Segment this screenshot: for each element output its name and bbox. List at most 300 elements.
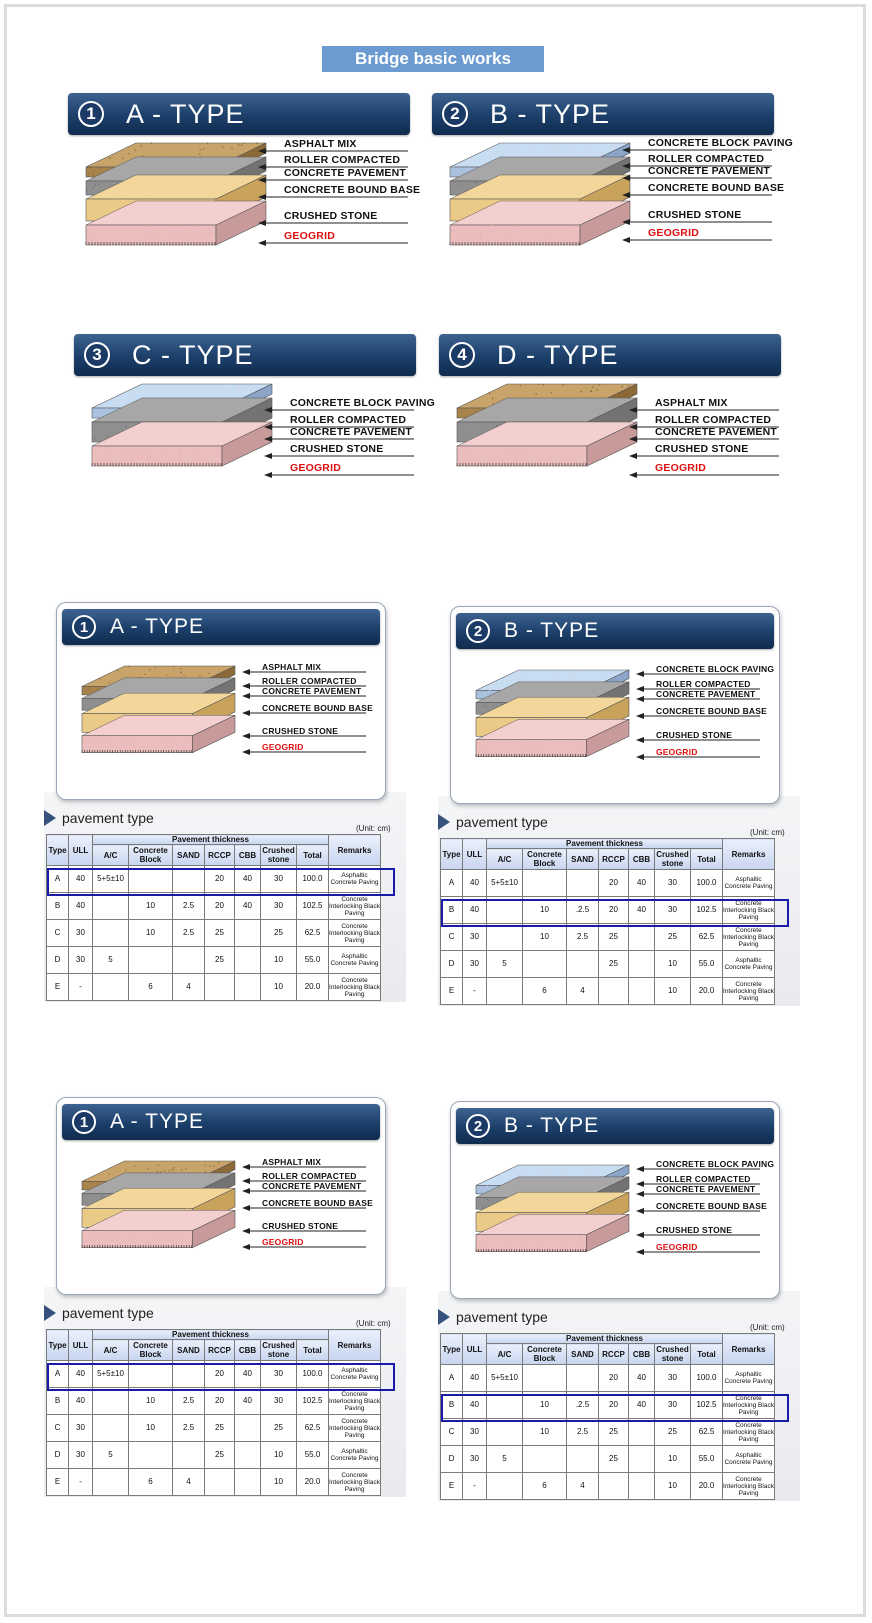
cell-sand: 2.5 <box>567 1419 599 1446</box>
layer-label-geogrid: GEOGRID <box>648 227 699 239</box>
type-banner-b <box>456 613 774 649</box>
table-row <box>441 1365 775 1392</box>
cell-ac <box>93 1469 129 1496</box>
column-header-remarks: Remarks <box>723 839 775 870</box>
cell-cbb: 40 <box>235 1388 261 1415</box>
column-header-ull: ULL <box>463 1334 487 1365</box>
cell-cbb <box>235 1415 261 1442</box>
layer-label-concrete-pavement: CONCRETE PAVEMENT <box>262 1181 362 1191</box>
leader-line <box>636 1207 762 1215</box>
cell-crushed: 30 <box>655 1392 691 1419</box>
cell-sand: 4 <box>173 1469 205 1496</box>
cell-total: 20.0 <box>297 1469 329 1496</box>
cell-sand: 4 <box>567 978 599 1005</box>
column-header-type: Type <box>441 1334 463 1365</box>
leader-line <box>636 1165 762 1173</box>
pavement-type-heading <box>438 814 548 830</box>
layer-stack-illustration-a <box>86 143 272 255</box>
cell-total: 20.0 <box>297 974 329 1001</box>
cell-crushed: 25 <box>261 920 297 947</box>
cell-sand <box>567 951 599 978</box>
cell-ull: 40 <box>463 870 487 897</box>
leader-line <box>636 753 762 761</box>
layer-label-concrete-bound-base: CONCRETE BOUND BASE <box>262 1198 374 1208</box>
layer-front-face <box>457 446 587 466</box>
cell-remarks: Asphaltic Concrete Paving <box>329 1361 381 1388</box>
type-title: A - TYPE <box>126 98 245 129</box>
cell-type: C <box>47 1415 69 1442</box>
cell-cblock <box>523 1365 567 1392</box>
cell-type: C <box>441 1419 463 1446</box>
layer-front-face <box>82 736 193 753</box>
layer-label-roller-compacted: ROLLER COMPACTED <box>656 1174 751 1184</box>
layer-label-crushed-stone: CRUSHED STONE <box>290 443 384 455</box>
cell-rccp: 20 <box>599 897 629 924</box>
layer-label-asphalt-mix: ASPHALT MIX <box>284 138 357 150</box>
cell-rccp: 20 <box>599 1392 629 1419</box>
cell-ac: 5 <box>93 1442 129 1469</box>
cell-ull: - <box>463 1473 487 1500</box>
arrow-right-icon <box>438 814 450 830</box>
cell-cbb <box>629 1446 655 1473</box>
cell-sand: .2.5 <box>567 1392 599 1419</box>
cell-cbb <box>235 947 261 974</box>
column-header-sand: SAND <box>567 1344 599 1365</box>
layer-label-crushed-stone: CRUSHED STONE <box>655 443 749 455</box>
cell-rccp: 20 <box>599 1365 629 1392</box>
cell-remarks: Concrete Interlocking Black Paving <box>329 1469 381 1496</box>
column-header-cbb: CBB <box>235 845 261 866</box>
cell-remarks: Concrete Interlocking Black Paving <box>329 974 381 1001</box>
cell-ac: 5+5±10 <box>487 1365 523 1392</box>
cell-cbb <box>629 924 655 951</box>
cell-sand <box>567 1446 599 1473</box>
layer-front-face <box>450 225 580 245</box>
type-banner-a <box>68 93 410 135</box>
cell-cbb <box>629 978 655 1005</box>
layer-label-geogrid: GEOGRID <box>262 1237 304 1247</box>
cell-cblock <box>523 870 567 897</box>
layer-label-roller-compacted: ROLLER COMPACTED <box>648 153 765 165</box>
cell-sand: 2.5 <box>173 1388 205 1415</box>
cell-sand: 2.5 <box>173 1415 205 1442</box>
highlight-row-box <box>441 899 789 927</box>
layer-front-face <box>92 446 222 466</box>
cell-sand: 2.5 <box>567 924 599 951</box>
cell-cblock: 10 <box>523 924 567 951</box>
leader-line <box>242 668 368 676</box>
cell-cblock <box>523 951 567 978</box>
cell-cblock: 10 <box>523 1392 567 1419</box>
cell-total: 20.0 <box>691 1473 723 1500</box>
layer-label-concrete-pavement: CONCRETE PAVEMENT <box>656 689 756 699</box>
cell-rccp <box>205 974 235 1001</box>
layer-label-geogrid: GEOGRID <box>655 462 706 474</box>
cell-ull: 30 <box>69 1415 93 1442</box>
column-header-rccp: RCCP <box>599 1344 629 1365</box>
table-row <box>47 974 381 1001</box>
cell-type: B <box>441 1392 463 1419</box>
cell-ull: 30 <box>69 920 93 947</box>
type-title: B - TYPE <box>490 98 611 129</box>
type-title: A - TYPE <box>110 615 204 638</box>
layer-label-asphalt-mix: ASPHALT MIX <box>262 662 322 672</box>
cell-crushed: 10 <box>655 978 691 1005</box>
unit-label: (Unit: cm) <box>356 1319 391 1328</box>
leader-line <box>242 1227 368 1235</box>
column-header-cbb: CBB <box>629 1344 655 1365</box>
layer-label-concrete-block-paving: CONCRETE BLOCK PAVING <box>648 137 793 149</box>
leader-line <box>636 1231 762 1239</box>
layer-front-face <box>476 1235 587 1252</box>
cell-ull: 30 <box>69 947 93 974</box>
cell-type: D <box>47 947 69 974</box>
leader-line <box>258 239 410 247</box>
cell-ac: 5+5±10 <box>93 1361 129 1388</box>
cell-remarks: Concrete Interlocking Black Paving <box>723 897 775 924</box>
leader-line <box>636 1248 762 1256</box>
leader-line <box>242 748 368 756</box>
cell-cbb <box>235 1442 261 1469</box>
column-header-ull: ULL <box>69 1330 93 1361</box>
cell-cblock: 10 <box>129 920 173 947</box>
layer-label-concrete-bound-base: CONCRETE BOUND BASE <box>284 184 421 196</box>
cell-rccp: 20 <box>205 893 235 920</box>
cell-type: C <box>47 920 69 947</box>
cell-cbb <box>629 1419 655 1446</box>
layer-label-concrete-block-paving: CONCRETE BLOCK PAVING <box>656 664 775 674</box>
cell-cbb <box>629 951 655 978</box>
column-group-pavement-thickness: Pavement thickness <box>93 1330 329 1340</box>
cell-crushed: 25 <box>655 1419 691 1446</box>
cell-crushed: 30 <box>655 870 691 897</box>
cell-remarks: Asphaltic Concrete Paving <box>329 866 381 893</box>
cell-sand <box>567 870 599 897</box>
cell-crushed: 30 <box>655 1365 691 1392</box>
cell-remarks: Concrete Interlocking Black Paving <box>723 1473 775 1500</box>
cell-ac: 5 <box>93 947 129 974</box>
layer-label-roller-compacted: ROLLER COMPACTED <box>655 414 772 426</box>
column-header-cblock: Concrete Block <box>129 1340 173 1361</box>
cell-total: 102.5 <box>691 1392 723 1419</box>
cell-ac: 5+5±10 <box>93 866 129 893</box>
cell-cbb: 40 <box>235 1361 261 1388</box>
layer-stack-illustration-b <box>476 670 635 766</box>
cell-cbb <box>235 1469 261 1496</box>
cell-sand <box>173 947 205 974</box>
leader-line <box>629 452 781 460</box>
table-row <box>441 951 775 978</box>
table-row <box>441 870 775 897</box>
table-row <box>47 1469 381 1496</box>
cell-ull: 30 <box>463 1446 487 1473</box>
column-header-sand: SAND <box>173 845 205 866</box>
layer-label-concrete-bound-base: CONCRETE BOUND BASE <box>648 182 785 194</box>
column-header-remarks: Remarks <box>723 1334 775 1365</box>
cell-cblock <box>129 947 173 974</box>
leader-line <box>258 193 410 201</box>
cell-total: 102.5 <box>297 893 329 920</box>
column-header-rccp: RCCP <box>205 1340 235 1361</box>
cell-type: E <box>47 1469 69 1496</box>
leader-line <box>242 1163 368 1171</box>
layer-label-geogrid: GEOGRID <box>656 1242 698 1252</box>
cell-rccp <box>599 978 629 1005</box>
column-header-crushed: Crushed stone <box>656 1345 689 1363</box>
arrow-right-icon <box>44 1305 56 1321</box>
layer-stack-illustration-b <box>476 1165 635 1261</box>
table-row <box>441 1419 775 1446</box>
cell-ac <box>93 893 129 920</box>
cell-total: 62.5 <box>691 1419 723 1446</box>
layer-label-crushed-stone: CRUSHED STONE <box>262 1221 339 1231</box>
cell-crushed: 30 <box>261 1388 297 1415</box>
leader-line <box>622 191 774 199</box>
column-header-ac: A/C <box>93 845 129 866</box>
layer-label-concrete-pavement: CONCRETE PAVEMENT <box>284 167 407 179</box>
cell-type: A <box>441 870 463 897</box>
cell-ull: 30 <box>69 1442 93 1469</box>
leader-line <box>636 670 762 678</box>
cell-cblock: 10 <box>523 1419 567 1446</box>
cell-total: 62.5 <box>691 924 723 951</box>
cell-sand: 4 <box>173 974 205 1001</box>
cell-ac: 5+5±10 <box>487 870 523 897</box>
cell-cbb: 40 <box>235 866 261 893</box>
cell-total: 55.0 <box>297 947 329 974</box>
layer-label-concrete-pavement: CONCRETE PAVEMENT <box>656 1184 756 1194</box>
layer-label-concrete-pavement: CONCRETE PAVEMENT <box>655 426 778 438</box>
unit-label: (Unit: cm) <box>750 1323 785 1332</box>
column-header-total: Total <box>691 849 723 870</box>
type-banner-a <box>62 1104 380 1140</box>
leader-line <box>242 1243 368 1251</box>
layer-front-face <box>82 1231 193 1248</box>
cell-ac <box>93 920 129 947</box>
cell-remarks: Concrete Interlocking Black Paving <box>329 1388 381 1415</box>
type-banner-b <box>432 93 774 135</box>
arrow-right-icon <box>438 1309 450 1325</box>
cell-ull: 40 <box>69 1361 93 1388</box>
pavement-type-label: pavement type <box>456 814 548 830</box>
cell-ull: 40 <box>463 1365 487 1392</box>
layer-label-concrete-block-paving: CONCRETE BLOCK PAVING <box>290 397 435 409</box>
cell-rccp: 20 <box>205 866 235 893</box>
cell-crushed: 10 <box>261 1469 297 1496</box>
table-row <box>441 1473 775 1500</box>
cell-sand: 4 <box>567 1473 599 1500</box>
column-header-ac: A/C <box>93 1340 129 1361</box>
column-header-sand: SAND <box>173 1340 205 1361</box>
type-banner-a <box>62 609 380 645</box>
column-header-cblock: Concrete Block <box>129 845 173 866</box>
column-group-pavement-thickness: Pavement thickness <box>487 1334 723 1344</box>
column-header-total: Total <box>297 1340 329 1361</box>
cell-remarks: Asphaltic Concrete Paving <box>723 951 775 978</box>
cell-type: C <box>441 924 463 951</box>
cell-remarks: Concrete Interlocking Black Paving <box>329 920 381 947</box>
column-header-crushed: Crushed stone <box>262 846 295 864</box>
cell-total: 55.0 <box>297 1442 329 1469</box>
cell-crushed: 25 <box>261 1415 297 1442</box>
cell-remarks: Asphaltic Concrete Paving <box>723 870 775 897</box>
layer-label-roller-compacted: ROLLER COMPACTED <box>262 1171 357 1181</box>
cell-cblock: 6 <box>523 1473 567 1500</box>
cell-cblock: 6 <box>523 978 567 1005</box>
cell-cbb: 40 <box>629 870 655 897</box>
cell-type: B <box>47 893 69 920</box>
leader-line <box>264 471 416 479</box>
unit-label: (Unit: cm) <box>750 828 785 837</box>
cell-rccp: 20 <box>599 870 629 897</box>
cell-total: 100.0 <box>297 866 329 893</box>
table-row <box>47 947 381 974</box>
column-group-pavement-thickness: Pavement thickness <box>93 835 329 845</box>
cell-cblock <box>129 1442 173 1469</box>
layer-label-geogrid: GEOGRID <box>656 747 698 757</box>
type-number-icon: 2 <box>466 1114 490 1138</box>
cell-ac <box>487 1473 523 1500</box>
pavement-type-label: pavement type <box>456 1309 548 1325</box>
layer-label-roller-compacted: ROLLER COMPACTED <box>656 679 751 689</box>
cell-total: 102.5 <box>691 897 723 924</box>
cell-ull: 30 <box>463 924 487 951</box>
layer-label-concrete-block-paving: CONCRETE BLOCK PAVING <box>656 1159 775 1169</box>
cell-rccp: 25 <box>599 1419 629 1446</box>
column-header-rccp: RCCP <box>599 849 629 870</box>
type-title: D - TYPE <box>497 339 619 370</box>
pavement-type-heading <box>44 810 154 826</box>
type-number-icon: 4 <box>449 342 475 368</box>
cell-remarks: Concrete Interlocking Black Paving <box>329 893 381 920</box>
cell-rccp: 25 <box>599 924 629 951</box>
arrow-right-icon <box>44 810 56 826</box>
cell-remarks: Asphaltic Concrete Paving <box>723 1446 775 1473</box>
cell-type: A <box>47 1361 69 1388</box>
layer-stack-illustration-c <box>92 384 278 476</box>
cell-cblock: 10 <box>129 893 173 920</box>
cell-cbb: 40 <box>629 1392 655 1419</box>
cell-remarks: Concrete Interlocking Black Paving <box>723 1392 775 1419</box>
cell-type: E <box>47 974 69 1001</box>
cell-total: 55.0 <box>691 951 723 978</box>
type-title: A - TYPE <box>110 1110 204 1133</box>
layer-label-crushed-stone: CRUSHED STONE <box>284 210 378 222</box>
column-header-ac: A/C <box>487 1344 523 1365</box>
layer-label-crushed-stone: CRUSHED STONE <box>656 1225 733 1235</box>
column-header-cblock: Concrete Block <box>523 1344 567 1365</box>
leader-line <box>622 218 774 226</box>
cell-sand <box>173 1442 205 1469</box>
cell-ac: 5 <box>487 951 523 978</box>
cell-type: D <box>47 1442 69 1469</box>
cell-rccp: 25 <box>205 1442 235 1469</box>
cell-ac <box>93 1388 129 1415</box>
cell-cblock: 6 <box>129 974 173 1001</box>
cell-cblock: 10 <box>129 1415 173 1442</box>
cell-total: 20.0 <box>691 978 723 1005</box>
layer-stack-illustration-b <box>450 143 636 255</box>
column-header-ac: A/C <box>487 849 523 870</box>
cell-crushed: 30 <box>261 1361 297 1388</box>
table-row <box>441 924 775 951</box>
cell-ac <box>487 978 523 1005</box>
cell-rccp: 25 <box>205 947 235 974</box>
cell-ull: 30 <box>463 1419 487 1446</box>
column-header-ull: ULL <box>463 839 487 870</box>
leader-line <box>622 174 774 182</box>
layer-stack-illustration-d <box>457 384 643 476</box>
layer-label-crushed-stone: CRUSHED STONE <box>648 209 742 221</box>
leader-line <box>242 732 368 740</box>
cell-ull: 40 <box>69 1388 93 1415</box>
type-banner-d <box>439 334 781 376</box>
layer-label-roller-compacted: ROLLER COMPACTED <box>262 676 357 686</box>
cell-type: B <box>47 1388 69 1415</box>
layer-label-geogrid: GEOGRID <box>284 230 335 242</box>
cell-ac: 5 <box>487 1446 523 1473</box>
page-title: Bridge basic works <box>322 46 544 72</box>
column-header-rccp: RCCP <box>205 845 235 866</box>
cell-total: 102.5 <box>297 1388 329 1415</box>
cell-total: 100.0 <box>691 1365 723 1392</box>
cell-rccp: 25 <box>205 1415 235 1442</box>
cell-ac <box>487 1419 523 1446</box>
cell-ull: - <box>463 978 487 1005</box>
cell-rccp: 25 <box>599 1446 629 1473</box>
cell-crushed: 25 <box>655 924 691 951</box>
leader-line <box>629 435 781 443</box>
type-title: C - TYPE <box>132 339 254 370</box>
column-header-crushed: Crushed stone <box>656 850 689 868</box>
column-header-total: Total <box>691 1344 723 1365</box>
leader-line <box>242 692 368 700</box>
type-number-icon: 3 <box>84 342 110 368</box>
leader-line <box>636 736 762 744</box>
layer-label-concrete-pavement: CONCRETE PAVEMENT <box>262 686 362 696</box>
column-header-sand: SAND <box>567 849 599 870</box>
pavement-thickness-table <box>46 1329 381 1496</box>
layer-label-geogrid: GEOGRID <box>262 742 304 752</box>
cell-crushed: 10 <box>261 974 297 1001</box>
cell-ull: - <box>69 1469 93 1496</box>
type-title: B - TYPE <box>504 619 600 642</box>
type-banner-c <box>74 334 416 376</box>
cell-sand: .2.5 <box>567 897 599 924</box>
cell-ac <box>93 1415 129 1442</box>
cell-sand: 2.5 <box>173 920 205 947</box>
cell-type: D <box>441 1446 463 1473</box>
cell-cblock <box>523 1446 567 1473</box>
layer-front-face <box>86 225 216 245</box>
leader-line <box>636 712 762 720</box>
cell-type: A <box>441 1365 463 1392</box>
leader-line <box>242 1187 368 1195</box>
layer-label-concrete-bound-base: CONCRETE BOUND BASE <box>656 706 768 716</box>
cell-type: D <box>441 951 463 978</box>
cell-crushed: 30 <box>655 897 691 924</box>
cell-cbb: 40 <box>629 1365 655 1392</box>
table-row <box>47 920 381 947</box>
leader-line <box>622 236 774 244</box>
cell-crushed: 10 <box>655 1446 691 1473</box>
cell-cbb <box>235 920 261 947</box>
cell-crushed: 30 <box>261 866 297 893</box>
cell-remarks: Concrete Interlocking Black Paving <box>723 1419 775 1446</box>
leader-line <box>629 406 781 414</box>
layer-label-concrete-pavement: CONCRETE PAVEMENT <box>648 165 771 177</box>
cell-remarks: Asphaltic Concrete Paving <box>329 947 381 974</box>
